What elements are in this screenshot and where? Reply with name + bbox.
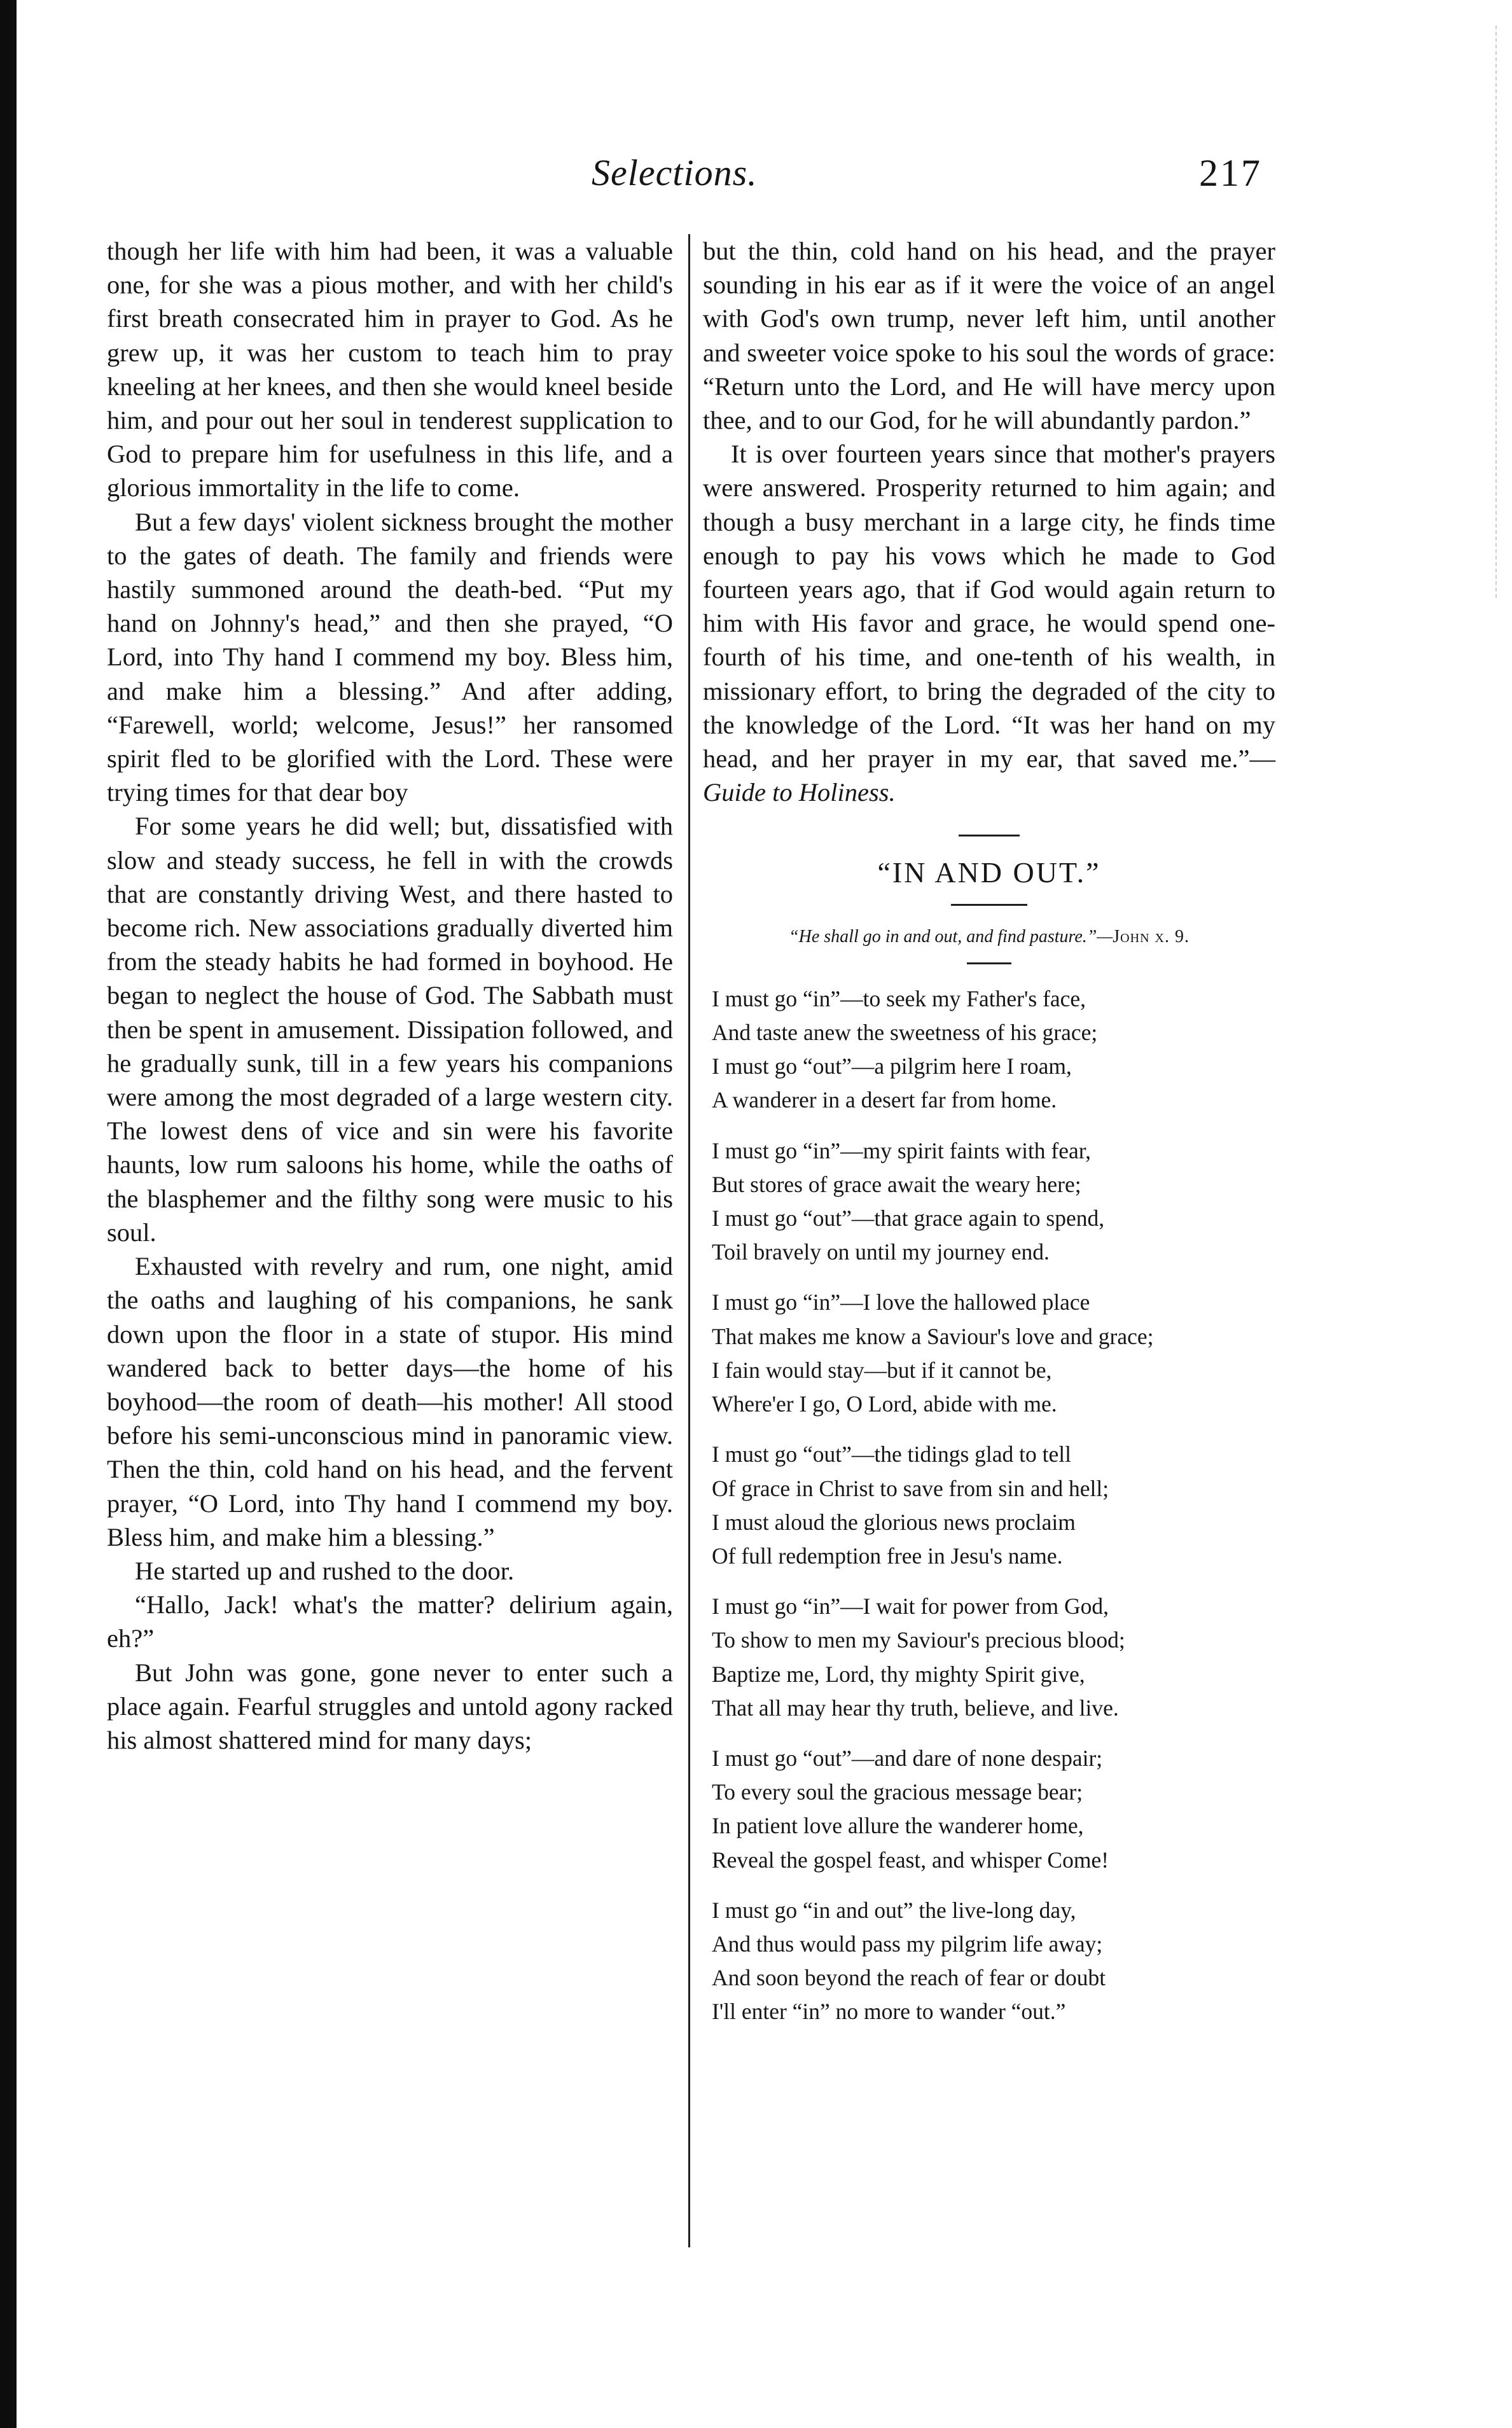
page-header — [0, 151, 1512, 209]
poem-line: I must go “out”—and dare of none despair; — [712, 1745, 1103, 1771]
poem-line: Of grace in Christ to save from sin and hell; — [712, 1475, 1109, 1501]
epigraph-text: “He shall go in and out, and find pasture.”— — [789, 926, 1113, 947]
poem-stanza — [712, 1742, 1275, 1877]
poem-line: I must go “in”—I wait for power from God, — [712, 1593, 1109, 1620]
paragraph: but the thin, cold hand on his head, and the prayer sounding in his ear as if it were the voice of an angel with God's own trump, never left him, until another and sweeter voice spoke to his soul the words of grace: “Return unto the Lord, and He will have mercy upon thee, and to our God, for he will abundantly pardon.” — [703, 237, 1275, 435]
source-citation: Guide to Holiness. — [703, 778, 896, 807]
page-number: 217 — [1199, 152, 1262, 194]
paragraph: But a few days' violent sickness brought the mother to the gates of death. The family and friends were hastily summoned around the death-bed. “Put my hand on Johnny's head,” and then she prayed, “O Lord, into Thy hand I commend my boy. Bless him, and make him a blessing.” And after adding, “Farewell, world; welcome, Jesus!” her ransomed spirit fled to be glorified with the Lord. These were trying times for that dear boy — [107, 507, 673, 807]
paragraph-text: It is over fourteen years since that mother's prayers were answered. Prosperity returned to him again; and though a busy merchant in a large city, he finds time enough to pay his vows which he made to God fourteen years ago, that if God would again return to him with His favor and grace, he would spend one-fourth of his time, and one-tenth of his wealth, in missionary effort, to bring the degraded of the city to the knowledge of the Lord. “It was her hand on my head, and her prayer in my ear, that saved me.”— — [703, 440, 1275, 773]
scan-margin-marks — [1495, 25, 1501, 598]
poem-line: To show to men my Saviour's precious blood; — [712, 1627, 1125, 1653]
poem-line: That makes me know a Saviour's love and grace; — [712, 1323, 1154, 1349]
poem-line: And taste anew the sweetness of his grace; — [712, 1020, 1098, 1046]
poem-line: I must go “out”—a pilgrim here I roam, — [712, 1053, 1072, 1079]
poem-line: I must go “in and out” the live-long day, — [712, 1897, 1076, 1923]
poem-line: Where'er I go, O Lord, abide with me. — [712, 1391, 1057, 1417]
scan-edge-shadow — [0, 0, 17, 2428]
poem-line: That all may hear thy truth, believe, and live. — [712, 1695, 1119, 1721]
poem-line: But stores of grace await the weary here; — [712, 1171, 1081, 1197]
paragraph: though her life with him had been, it was a valuable one, for she was a pious mother, and with her child's first breath consecrated him in prayer to God. As he grew up, it was her custom to teach him to pray kneeling at her knees, and then she would kneel beside him, and pour out her soul in tenderest supplication to God to prepare him for usefulness in this life, and a glorious immortality in the life to come. — [107, 237, 673, 503]
poem-line: In patient love allure the wanderer home, — [712, 1813, 1084, 1839]
poem-line: And thus would pass my pilgrim life away; — [712, 1931, 1103, 1957]
poem-stanza — [712, 1590, 1275, 1725]
column-divider — [688, 234, 690, 2247]
poem-epigraph — [703, 920, 1275, 954]
poem-stanza — [712, 982, 1275, 1118]
poem-stanza — [712, 1894, 1275, 2029]
poem-line: I must go “in”—my spirit faints with fear, — [712, 1137, 1092, 1163]
poem-line: Of full redemption free in Jesu's name. — [712, 1543, 1063, 1569]
left-column — [107, 234, 673, 1757]
paragraph: Exhausted with revelry and rum, one night, amid the oaths and laughing of his companions, he sank down upon the floor in a state of stupor. His mind wandered back to better days—the home of his boyhood—the room of death—his mother! All stood before his semi-unconscious mind in panoramic view. Then the thin, cold hand on his head, and the fervent prayer, “O Lord, into Thy hand I commend my boy. Bless him, and make him a blessing.” — [107, 1252, 673, 1551]
poem-line: I must go “out”—the tidings glad to tell — [712, 1441, 1071, 1467]
poem-line: I must go “in”—to seek my Father's face, — [712, 985, 1086, 1011]
poem-stanza — [712, 1286, 1275, 1421]
paragraph: But John was gone, gone never to enter such a place again. Fearful struggles and untold agony racked his almost shattered mind for many days; — [107, 1658, 673, 1754]
poem-line: I must go “in”—I love the hallowed place — [712, 1289, 1090, 1315]
paragraph: He started up and rushed to the door. — [135, 1556, 515, 1585]
paragraph-with-source — [703, 437, 1275, 809]
poem-stanza — [712, 1438, 1275, 1573]
poem-line: Baptize me, Lord, thy mighty Spirit give, — [712, 1661, 1085, 1687]
paragraph: For some years he did well; but, dissatisfied with slow and steady success, he fell in with the crowds that are constantly driving West, and there hasted to become rich. New associations gradually diverted him from the steady habits he had formed in boyhood. He began to neglect the house of God. The Sabbath must then be spent in amusement. Dissipation followed, and he gradually sunk, till in a few years his companions were among the most degraded of a large western city. The lowest dens of vice and sin were his favorite haunts, low rum saloons his home, while the oaths of the blasphemer and the filthy song were music to his soul. — [107, 812, 673, 1247]
poem-line: I fain would stay—but if it cannot be, — [712, 1357, 1052, 1383]
poem-stanza — [712, 1134, 1275, 1270]
poem-line: A wanderer in a desert far from home. — [712, 1087, 1057, 1113]
paragraph: “Hallo, Jack! what's the matter? delirium again, eh?” — [107, 1590, 673, 1653]
poem-line: Reveal the gospel feast, and whisper Come! — [712, 1847, 1109, 1873]
running-title: Selections. — [592, 152, 758, 193]
poem-title: “IN AND OUT.” — [877, 856, 1101, 889]
epigraph-reference: John x. 9. — [1113, 926, 1189, 947]
poem-line: Toil bravely on until my journey end. — [712, 1239, 1050, 1265]
poem-line: I must aloud the glorious news proclaim — [712, 1509, 1076, 1535]
poem-line: And soon beyond the reach of fear or doubt — [712, 1965, 1106, 1991]
right-column — [703, 234, 1275, 2046]
poem-line: I'll enter “in” no more to wander “out.” — [712, 1999, 1066, 2025]
poem-line: I must go “out”—that grace again to spend, — [712, 1205, 1105, 1231]
poem-line: To every soul the gracious message bear; — [712, 1779, 1083, 1805]
section-rule — [959, 835, 1020, 836]
title-rule — [951, 904, 1027, 906]
